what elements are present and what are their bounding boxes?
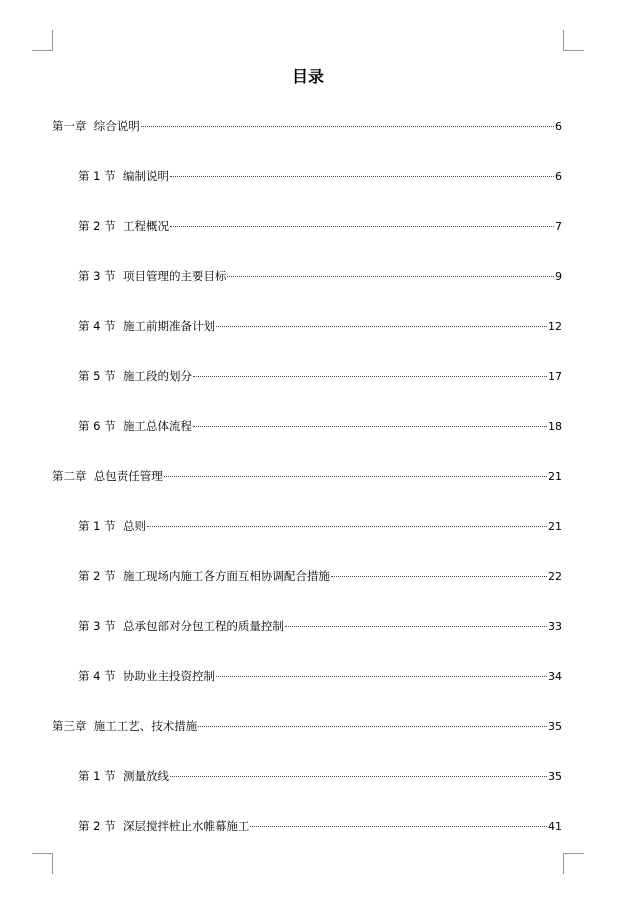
crop-mark-top-right — [563, 30, 584, 51]
dot-leader — [227, 276, 554, 277]
dot-leader — [170, 776, 547, 777]
toc-section-entry[interactable] — [52, 168, 562, 218]
toc-entry-label: 第 4 节 施工前期准备计划 — [78, 319, 215, 333]
toc-entry-page: 9 — [555, 270, 562, 283]
dot-leader — [216, 676, 547, 677]
toc-entry-label: 第 2 节 施工现场内施工各方面互相协调配合措施 — [78, 569, 330, 583]
toc-entry-label: 第一章 综合说明 — [52, 119, 140, 133]
dot-leader — [250, 826, 547, 827]
toc-entry-page: 33 — [548, 620, 562, 633]
toc-entry-label: 第 2 节 工程概况 — [78, 219, 169, 233]
dot-leader — [331, 576, 547, 577]
dot-leader — [193, 426, 547, 427]
dot-leader — [216, 326, 547, 327]
toc-entry-label: 第 4 节 协助业主投资控制 — [78, 669, 215, 683]
table-of-contents — [52, 118, 562, 868]
toc-chapter-entry[interactable] — [52, 468, 562, 518]
dot-leader — [198, 726, 547, 727]
toc-section-entry[interactable] — [52, 268, 562, 318]
toc-entry-page: 17 — [548, 370, 562, 383]
toc-section-entry[interactable] — [52, 568, 562, 618]
toc-section-entry[interactable] — [52, 668, 562, 718]
toc-entry-label: 第三章 施工工艺、技术措施 — [52, 719, 198, 733]
toc-entry-page: 7 — [555, 220, 562, 233]
toc-entry-label: 第 2 节 深层搅拌桩止水帷幕施工 — [78, 819, 250, 833]
toc-entry-label: 第 3 节 总承包部对分包工程的质量控制 — [78, 619, 284, 633]
dot-leader — [170, 226, 554, 227]
toc-entry-page: 6 — [555, 170, 562, 183]
toc-section-entry[interactable] — [52, 418, 562, 468]
toc-entry-page: 41 — [548, 820, 562, 833]
crop-mark-bottom-left — [32, 853, 53, 874]
toc-entry-label: 第 6 节 施工总体流程 — [78, 419, 192, 433]
dot-leader — [285, 626, 547, 627]
toc-entry-label: 第 1 节 编制说明 — [78, 169, 169, 183]
crop-mark-bottom-right — [563, 853, 584, 874]
dot-leader — [141, 126, 554, 127]
toc-entry-page: 21 — [548, 520, 562, 533]
page-title: 目录 — [291, 67, 324, 86]
toc-entry-label: 第 1 节 总则 — [78, 519, 146, 533]
dot-leader — [164, 476, 547, 477]
toc-entry-page: 34 — [548, 670, 562, 683]
toc-entry-page: 18 — [548, 420, 562, 433]
toc-entry-label: 第二章 总包责任管理 — [52, 469, 163, 483]
crop-mark-top-left — [32, 30, 53, 51]
toc-section-entry[interactable] — [52, 318, 562, 368]
toc-section-entry[interactable] — [52, 518, 562, 568]
toc-chapter-entry[interactable] — [52, 718, 562, 768]
toc-section-entry[interactable] — [52, 618, 562, 668]
toc-entry-page: 35 — [548, 720, 562, 733]
toc-section-entry[interactable] — [52, 768, 562, 818]
toc-chapter-entry[interactable] — [52, 118, 562, 168]
dot-leader — [147, 526, 547, 527]
dot-leader — [170, 176, 554, 177]
toc-section-entry[interactable] — [52, 818, 562, 868]
toc-entry-label: 第 5 节 施工段的划分 — [78, 369, 192, 383]
toc-entry-page: 6 — [555, 120, 562, 133]
toc-entry-page: 21 — [548, 470, 562, 483]
toc-section-entry[interactable] — [52, 368, 562, 418]
toc-entry-label: 第 3 节 项目管理的主要目标 — [78, 269, 227, 283]
toc-entry-page: 22 — [548, 570, 562, 583]
toc-entry-label: 第 1 节 测量放线 — [78, 769, 169, 783]
toc-section-entry[interactable] — [52, 218, 562, 268]
toc-entry-page: 12 — [548, 320, 562, 333]
dot-leader — [193, 376, 547, 377]
toc-entry-page: 35 — [548, 770, 562, 783]
